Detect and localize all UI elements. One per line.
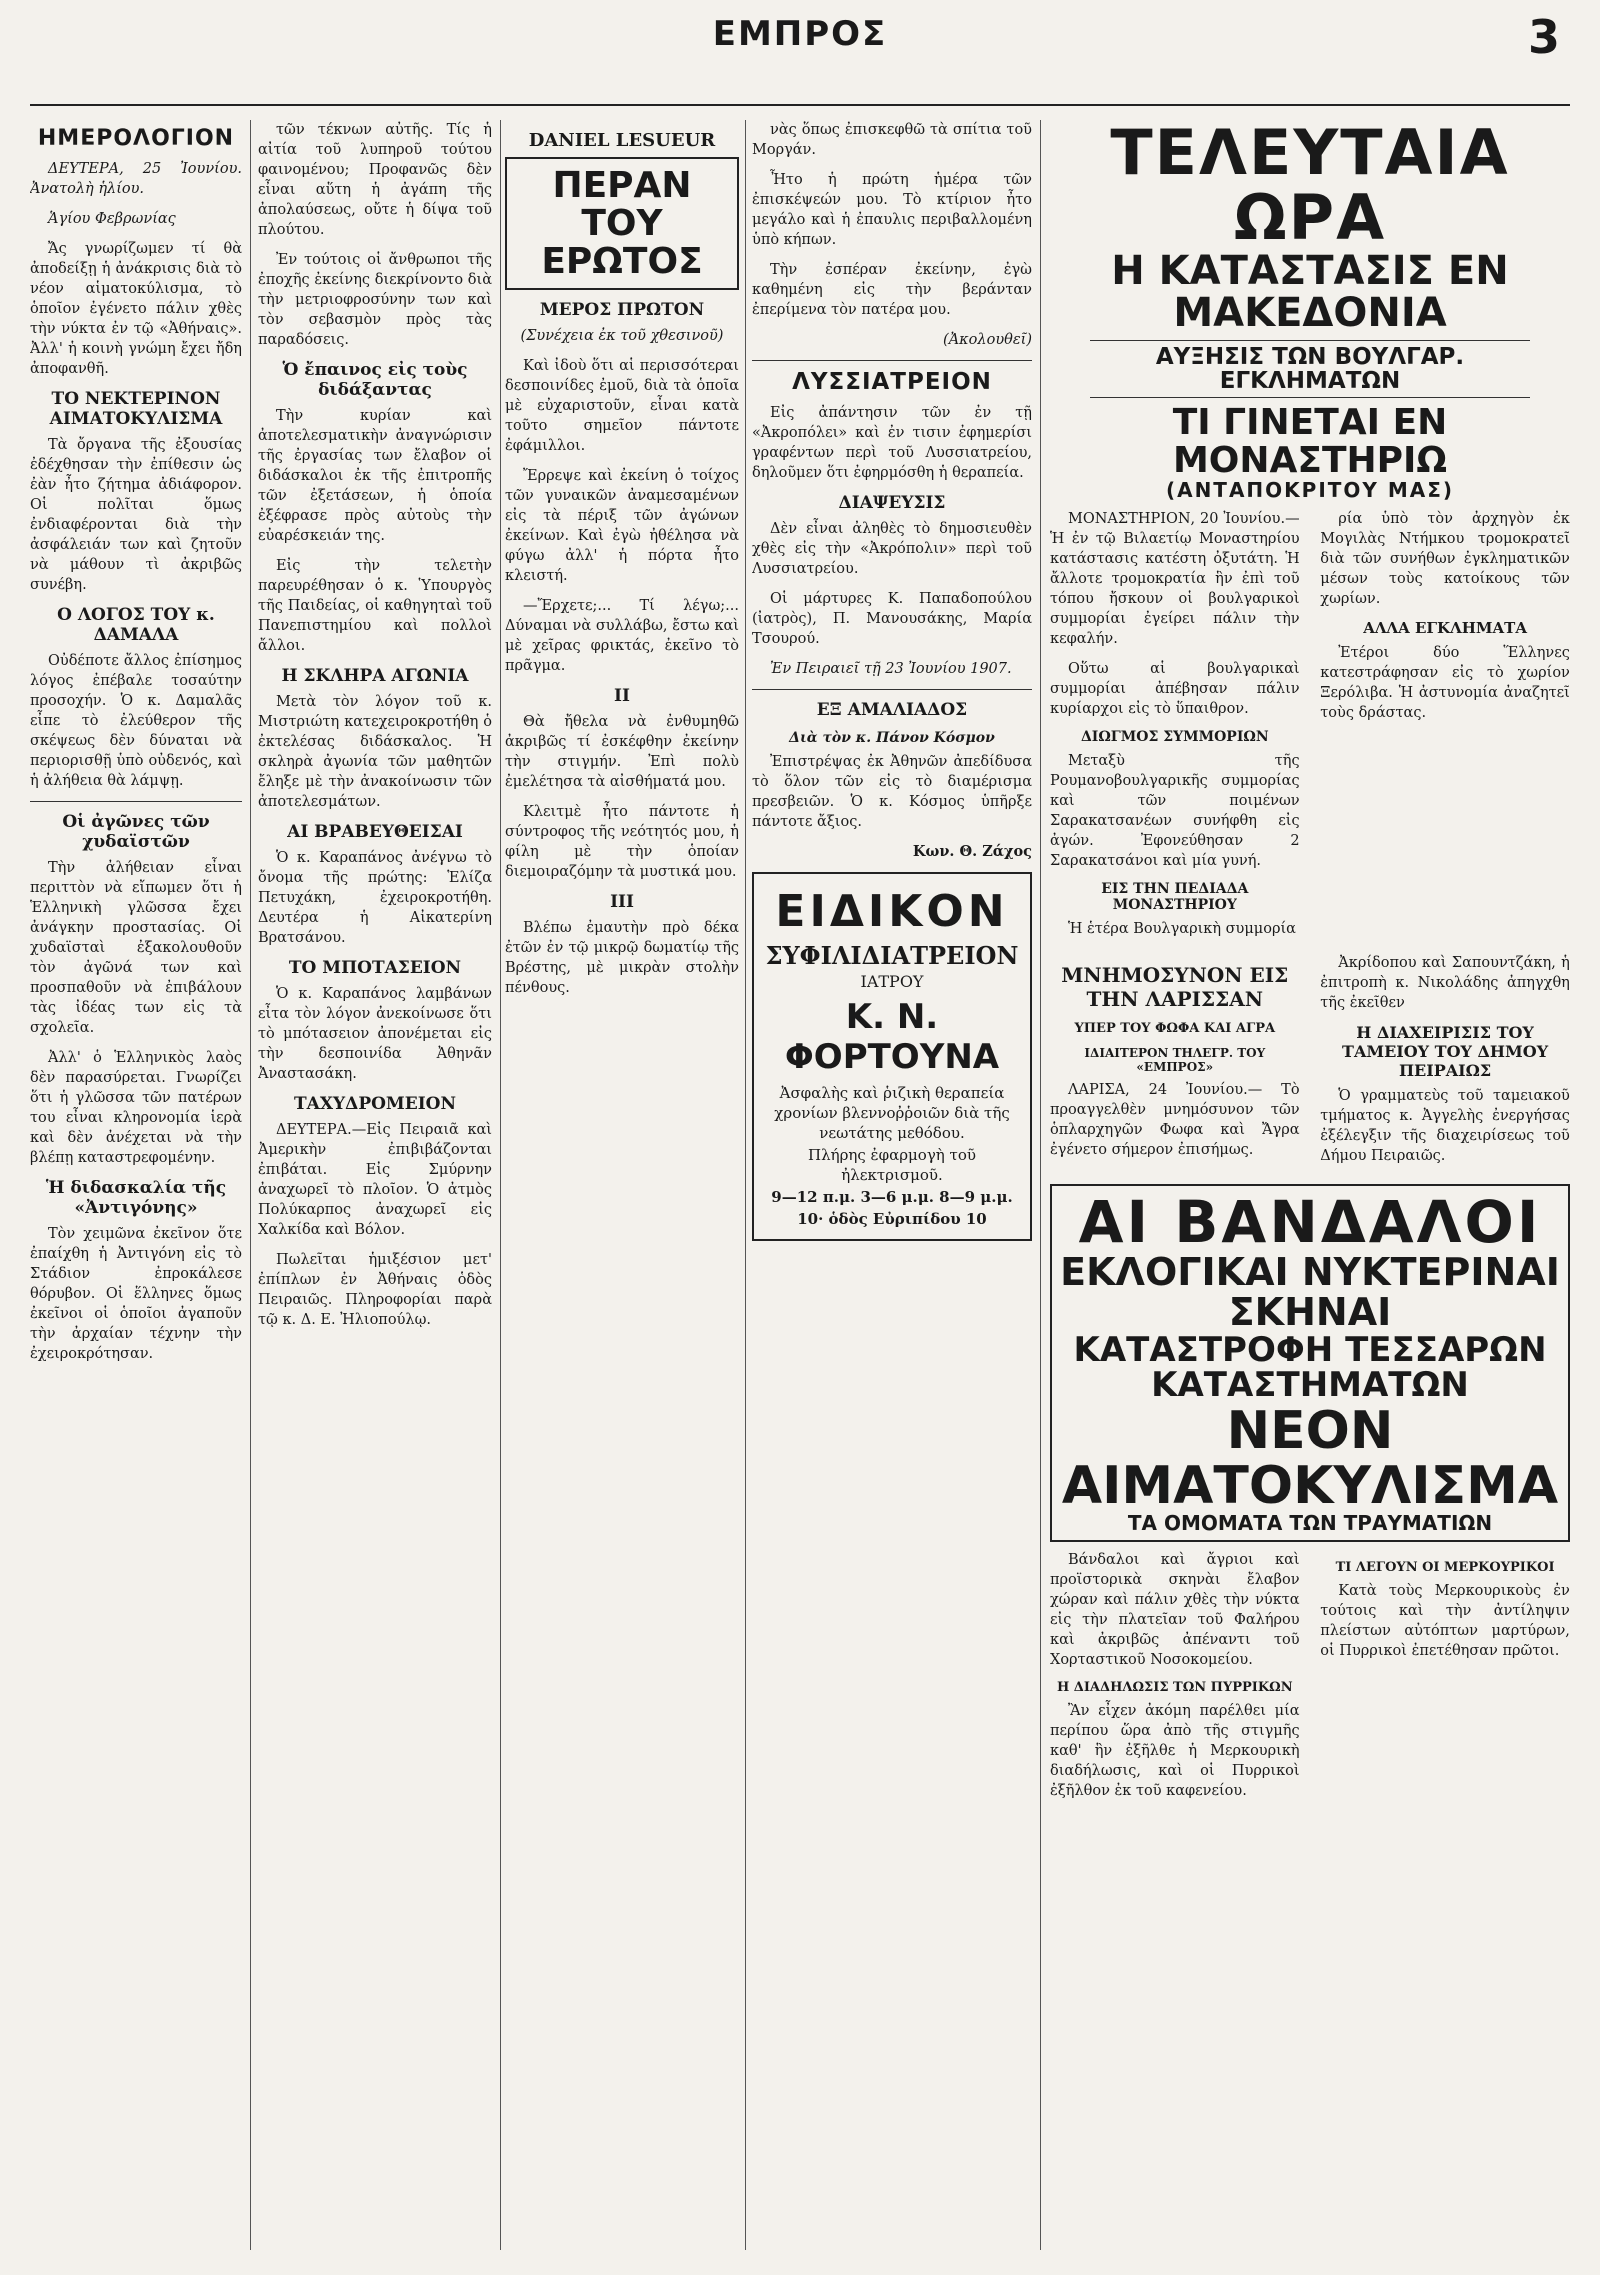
column-divider xyxy=(250,120,251,2250)
article-paragraph: ΜΟΝΑΣΤΗΡΙΟΝ, 20 Ἰουνίου.— Ἡ ἐν τῷ Βιλαετίῳ Μοναστηρίου κατάστασις κατέστη ὀξυτάτη. Ἡ ἄλλοτε τρομοκρατία ἣν ἐπὶ τοῦ τόπου ἤσκουν οἱ βουλγαρικοὶ συμμορίαι ἐγείρει πάλιν τὴν κεφαλήν. xyxy=(1050,511,1300,648)
advertisement xyxy=(752,872,1032,1241)
byline: Διὰ τὸν κ. Πάνον Κόσμον xyxy=(789,730,995,746)
serial-paragraph: Ἦτο ἡ πρώτη ἡμέρα τῶν ἐπισκέψεών μου. Τὸ κτίριον ἦτο μεγάλο καὶ ἡ ἐπαυλις περιβαλλομένη ὑπὸ κήπων. xyxy=(752,172,1032,248)
headline-monastir: ΤΙ ΓΙΝΕΤΑΙ ΕΝ ΜΟΝΑΣΤΗΡΙΩ xyxy=(1172,402,1448,482)
signers: Οἱ μάρτυρες Κ. Παπαδοπούλου (ἰατρὸς), Π. Μανουσάκης, Μαρία Τσουρού. xyxy=(752,591,1032,647)
column-3 xyxy=(505,120,739,2260)
serial-author: DANIEL LESUEUR xyxy=(528,130,716,151)
article-paragraph: Οὕτω αἱ βουλγαρικαὶ συμμορίαι ἀπέβησαν πάλιν κυρίαρχοι εἰς τὸ ὕπαιθρον. xyxy=(1050,661,1300,718)
serial-continued: (Ἀκολουθεῖ) xyxy=(943,332,1032,348)
article-paragraph: Ἄς γνωρίζωμεν τί θὰ ἀποδείξῃ ἡ ἀνάκρισις διὰ τὸ νέον αἱματοκύλισμα, τὸ ὁποῖον ἐγένετο πάλιν χθὲς τὴν νύκτα ἐν τῷ «Ἀθήναις». Ἀλλ' ἡ κοινὴ γνώμη ἔχει ἤδη ἀποφανθῆ. xyxy=(30,241,242,377)
vandals-column-left xyxy=(1050,1550,1300,1811)
article-paragraph: Ἀλλ' ὁ Ἑλληνικὸς λαὸς δὲν παρασύρεται. Γνωρίζει ὅτι ἡ γλῶσσα τῶν πατέρων του εἶναι κληρονομία ἱερὰ καὶ δὲν ἀνέχεται νὰ τὴν βλέπῃ καταστρεφομένην. xyxy=(30,1050,242,1166)
section-title: Οἱ ἀγῶνες τῶν χυδαϊστῶν xyxy=(62,812,210,852)
column-4 xyxy=(752,120,1032,2260)
headline-last-hour: ΤΕΛΕΥΤΑΙΑ ΩΡΑ xyxy=(1110,120,1510,255)
article-paragraph: Ἐν τούτοις οἱ ἄνθρωποι τῆς ἐποχῆς ἐκείνης διεκρίνοντο διὰ τὴν μετριοφροσύνην των καὶ τὸν σεβασμὸν πρὸς τὰς παραδόσεις. xyxy=(258,252,492,348)
ad-word: ΙΑΤΡΟΥ xyxy=(860,972,924,991)
dateline: Ἐν Πειραιεῖ τῇ 23 Ἰουνίου 1907. xyxy=(770,661,1012,677)
column-divider xyxy=(1040,120,1041,2250)
article-paragraph: Μετὰ τὸν λόγον τοῦ κ. Μιστριώτη κατεχειροκροτήθη ὁ ἐκτελέσας διδάσκαλος. Ἡ σκληρὰ ἀγωνία τῶν μαθητῶν ἔληξε μὲ τὴν ἀνακοίνωσιν τῶν ἀποτελεσμάτων. xyxy=(258,694,492,810)
news-column-left xyxy=(1050,509,1300,949)
section-title: ΔΙΩΓΜΟΣ ΣΥΜΜΟΡΙΩΝ xyxy=(1080,729,1269,746)
article-subhead: Ο ΛΟΓΟΣ ΤΟΥ κ. ΔΑΜΑΛΑ xyxy=(57,605,215,645)
article-paragraph: Εἰς ἀπάντησιν τῶν ἐν τῇ «Ἀκροπόλει» καὶ ἐν τισιν ἐφημερίσι γραφέντων περὶ τοῦ Λυσσιατρείου, δηλοῦμεν ὅτι ἐφηρμόσθη ἡ θεραπεία. xyxy=(752,405,1032,481)
column-divider xyxy=(500,120,501,2250)
section-title: ΛΥΣΣΙΑΤΡΕΙΟΝ xyxy=(792,369,992,395)
headline-bloodshed: ΝΕΟΝ ΑΙΜΑΤΟΚΥΛΙΣΜΑ xyxy=(1061,1401,1559,1516)
article-paragraph: Τὰ ὄργανα τῆς ἐξουσίας ἐδέχθησαν τὴν ἐπίθεσιν ὡς ἐὰν ἦτο ζήτημα ἀδιάφορον. Οἱ πολῖται ὅμως ἐνδιαφέρονται διὰ τὴν ἀσφάλειάν των καὶ ζητοῦν νὰ μάθουν τὶ ἀκριβῶς συνέβη. xyxy=(30,437,242,593)
ad-line: Πλήρης ἐφαρμογὴ τοῦ ἠλεκτρισμοῦ. xyxy=(808,1146,976,1184)
article-paragraph: Πωλεῖται ἡμιξέσιον μετ' ἐπίπλων ἐν Ἀθήναις ὁδὸς Πειραιῶς. Πληροφορίαι παρὰ τῷ κ. Δ. Ε. Ἠλιοπούλῳ. xyxy=(258,1252,492,1328)
ad-hours: 9—12 π.μ. 3—6 μ.μ. 8—9 μ.μ. xyxy=(771,1188,1013,1206)
headline-wounded: ΤΑ ΟΜΟΜΑΤΑ ΤΩΝ ΤΡΑΥΜΑΤΙΩΝ xyxy=(1127,1511,1493,1536)
section-title: Η ΣΚΛΗΡΑ ΑΓΩΝΙΑ xyxy=(281,666,469,686)
chapter-number: ΙΙ xyxy=(614,686,630,707)
article-paragraph: ΔΕΥΤΕΡΑ.—Εἰς Πειραιᾶ καὶ Ἀμερικὴν ἐπιβιβάζονται ἐπιβάται. Εἰς Σμύρνην ἀναχωρεῖ τὸ πλοῖον. Ὁ ἀτμὸς Πολύκαρπος ἀναχωρεῖ εἰς Χαλκίδα καὶ Βόλον. xyxy=(258,1122,492,1238)
serial-paragraph: —Ἔρχετε;... Τί λέγω;... Δύναμαι νὰ συλλάβω, ἔστω καὶ μὲ χεῖρας φρικτάς, ἐκεῖνο τὸ πρᾶγμα. xyxy=(505,598,739,675)
article-paragraph: Τὴν ἀλήθειαν εἶναι περιττὸν νὰ εἴπωμεν ὅτι ἡ Ἑλληνικὴ γλῶσσα ἔχει ἀνάγκην προστασίας. Οἱ χυδαϊσταὶ ἐξακολουθοῦν τὸν ἀγῶνά των καὶ προσπαθοῦν νὰ ἐπιβάλουν τὰς ἰδέας των εἰς τὰ σχολεῖα. xyxy=(30,860,242,1036)
serial-paragraph: Θὰ ἤθελα νὰ ἐνθυμηθῶ ἀκριβῶς τί ἐσκέφθην ἐκείνην τὴν στιγμήν. Ἐπὶ πολὺ ἐμελέτησα τὰ αἰσθήματά μου. xyxy=(505,714,739,791)
treasury-title: Η ΔΙΑΧΕΙΡΙΣΙΣ ΤΟΥ ΤΑΜΕΙΟΥ ΤΟΥ ΔΗΜΟΥ ΠΕΙΡΑΙΩΣ xyxy=(1342,1023,1549,1081)
column-2 xyxy=(258,120,492,2260)
memorial-title: ΜΝΗΜΟΣΥΝΟΝ ΕΙΣ ΤΗΝ ΛΑΡΙΣΣΑΝ xyxy=(1061,963,1289,1012)
date-line: ΔΕΥΤΕΡΑ, 25 Ἰουνίου. Ἀνατολὴ ἡλίου. xyxy=(30,161,242,197)
article-paragraph: Τὴν κυρίαν καὶ ἀποτελεσματικὴν ἀναγνώρισιν τῆς ἐργασίας των ἔλαβον οἱ διδάσκαλοι ἐκ τῆς ἐπιτροπῆς τῶν ἐξετάσεων, ἡ ὁποία ἐξέφρασε πρὸς αὐτοὺς τὴν εὐαρέσκειάν της. xyxy=(258,408,492,544)
article-paragraph: Ὁ κ. Καραπάνος λαμβάνων εἶτα τὸν λόγον ἀνεκοίνωσε ὅτι τὸ μπότασειον ἀπονέμεται εἰς τὴν δεσποινίδα Ἀθηνᾶν Ἀναστασάκη. xyxy=(258,986,492,1082)
serial-paragraph: Βλέπω ἐμαυτὴν πρὸ δέκα ἐτῶν ἐν τῷ μικρῷ δωματίῳ τῆς Βρέστης, μὲ μικρὰν στολὴν πένθους. xyxy=(505,920,739,997)
article-headline: ΤΟ ΝΕΚΤΕΡΙΝΟΝ ΑΙΜΑΤΟΚΥΛΙΣΜΑ xyxy=(49,389,223,429)
headline-correspondent: (ΑΝΤΑΠΟΚΡΙΤΟΥ ΜΑΣ) xyxy=(1165,478,1455,503)
article-paragraph: Ἀκρίδοπου καὶ Σαπουντζάκη, ἡ ἐπιτροπὴ κ. Νικολάδης ἀπηγχθη τῆς ἐκεῖθεν xyxy=(1320,955,1570,1012)
page-number: 3 xyxy=(1527,10,1560,64)
section-title: Ὁ ἔπαινος εἰς τοὺς διδάξαντας xyxy=(282,360,468,400)
calendar-title: ΗΜΕΡΟΛΟΓΙΟΝ xyxy=(37,126,235,151)
chapter-number: ΙΙΙ xyxy=(610,892,634,913)
news-column-right xyxy=(1320,509,1570,733)
memorial-subtitle: ΥΠΕΡ ΤΟΥ ΦΩΦΑ ΚΑΙ ΑΓΡΑ xyxy=(1074,1021,1276,1037)
section-title: ΔΙΑΨΕΥΣΙΣ xyxy=(838,493,946,513)
article-paragraph: Ἐπιστρέψας ἐκ Ἀθηνῶν ἀπεδίδυσα τὸ ὅλον τῶν εἰς τὸ διαμέρισμα πρεσβειῶν. Ὁ κ. Κόσμος ὑπῆρξε πάντοτε ἄξιος. xyxy=(752,754,1032,830)
section-title: ΤΟ ΜΠΟΤΑΣΕΙΟΝ xyxy=(288,958,462,978)
column-divider xyxy=(745,120,746,2250)
section-title: Η ΔΙΑΔΗΛΩΣΙΣ ΤΩΝ ΠΥΡΡΙΚΩΝ xyxy=(1056,1680,1293,1696)
article-paragraph: Ὁ κ. Καραπάνος ἀνέγνω τὸ ὄνομα τῆς πρώτης: Ἑλίζα Πετυχάκη, ἐχειροκροτήθη. Δευτέρα ἡ Αἰκατερίνη Βρατσάνου. xyxy=(258,850,492,946)
memorial-box xyxy=(1050,953,1300,1170)
article-paragraph: Ἂν εἶχεν ἀκόμη παρέλθει μία περίπου ὥρα ἀπὸ τῆς στιγμῆς καθ' ἣν ἐξῆλθε ἡ Μερκουρικὴ διαδήλωσις, καὶ οἱ Πυρρικοὶ ἐξῆλθον ἐκ τοῦ καφενείου. xyxy=(1050,1703,1300,1800)
article-paragraph: Ἡ ἑτέρα Βουλγαρικὴ συμμορία xyxy=(1068,921,1296,938)
ad-title: ΕΙΔΙΚΟΝ xyxy=(775,886,1009,937)
article-paragraph: Ἐτέροι δύο Ἕλληνες κατεστράφησαν εἰς τὸ χωρίον Ξερόλιβα. Ἡ ἀστυνομία ἀναζητεῖ τοὺς δράστας. xyxy=(1320,645,1570,722)
paper-name: ΕΜΠΡΟΣ xyxy=(712,14,888,54)
headline-crimes: ΑΥΞΗΣΙΣ ΤΩΝ ΒΟΥΛΓΑΡ. ΕΓΚΛΗΜΑΤΩΝ xyxy=(1090,340,1530,398)
article-paragraph: Κατὰ τοὺς Μερκουρικοὺς ἐν τούτοις καὶ τὴν ἀντίληψιν πλείστων αὐτόπτων μαρτύρων, οἱ Πυρρικοὶ ἐπετέθησαν πρῶτοι. xyxy=(1320,1583,1570,1660)
serial-paragraph: Κλειτμὲ ἦτο πάντοτε ἡ σύντροφος τῆς νεότητός μου, ἡ φίλη μὲ τὴν ὁποίαν διεμοιραζόμην τὰ μυστικά μου. xyxy=(505,804,739,881)
headline-election-scenes: ΕΚΛΟΓΙΚΑΙ ΝΥΚΤΕΡΙΝΑΙ ΣΚΗΝΑΙ xyxy=(1060,1249,1560,1334)
article-paragraph: ρία ὑπὸ τὸν ἀρχηγὸν ἐκ Μογιλὰς Ντήμκου τρομοκρατεῖ διὰ τῶν συνήθων ἐγκληματικῶν μέσων τοὺς κατοίκους τῶν χωρίων. xyxy=(1320,511,1570,608)
latest-news-section xyxy=(1050,120,1570,2260)
article-paragraph: Βάνδαλοι καὶ ἄγριοι καὶ προϊστορικὰ σκηνὰι ἔλαβον χώραν καὶ πάλιν χθὲς τὴν νύκτα εἰς τὴν πλατεῖαν τοῦ Φαλήρου καὶ ἀκριβῶς ἀπέναντι τοῦ Χορταστικοῦ Νοσοκομείου. xyxy=(1050,1552,1300,1669)
article-paragraph: Τὸν χειμῶνα ἐκεῖνον ὅτε ἐπαίχθη ἡ Ἀντιγόνη εἰς τὸ Στάδιον ἐπροκάλεσε θόρυβον. Οἱ ἕλληνες ὅμως ἐκεῖνοι οἱ ὁποῖοι ἀγαποῦν τὴν ἀρχαίαν τέχνην τὴν ἐχειροκρότησαν. xyxy=(30,1226,242,1362)
serial-note: (Συνέχεια ἐκ τοῦ χθεσινοῦ) xyxy=(520,328,724,345)
ad-address: 10· ὁδὸς Εὐριπίδου 10 xyxy=(797,1210,987,1228)
headline-shops: ΚΑΤΑΣΤΡΟΦΗ ΤΕΣΣΑΡΩΝ ΚΑΤΑΣΤΗΜΑΤΩΝ xyxy=(1073,1329,1547,1406)
headline-vandals: ΑΙ ΒΑΝΔΑΛΟΙ xyxy=(1078,1188,1542,1257)
article-paragraph: Οὐδέποτε ἄλλος ἐπίσημος λόγος ἐπέβαλε τοσαύτην προσοχήν. Ὁ κ. Δαμαλᾶς εἶπε τὸ ἐλεύθερον τῆς σκέψεως δὲν δύναται νὰ περιορισθῇ ὑπὸ οὐδενός, καὶ ἡ ἀλήθεια θὰ λάμψῃ. xyxy=(30,653,242,789)
masthead-rule xyxy=(30,104,1570,106)
headline-macedonia: Η ΚΑΤΑΣΤΑΣΙΣ ΕΝ ΜΑΚΕΔΟΝΙΑ xyxy=(1111,248,1509,337)
memorial-subtitle-2: ΙΔΙΑΙΤΕΡΟΝ ΤΗΛΕΓΡ. ΤΟΥ «ΕΜΠΡΟΣ» xyxy=(1084,1046,1266,1075)
article-paragraph: Ὁ γραμματεὺς τοῦ ταμειακοῦ τμήματος κ. Ἀγγελὴς ἐνεργήσας ἐξέλεγξιν τῆς διαχειρίσεως τοῦ Δήμου Πειραιῶς. xyxy=(1320,1088,1570,1165)
masthead xyxy=(0,0,1600,110)
serial-paragraph: Καὶ ἰδοὺ ὅτι αἱ περισσότεραι δεσποινίδες ἐμοῦ, διὰ τὰ ὁποῖα μὲ εὐχαριστοῦν, εἶναι κατὰ τοῦτο σημεῖον πάντοτε ἐφάμιλλοι. xyxy=(505,358,739,455)
article-paragraph: ΛΑΡΙΣΑ, 24 Ἰουνίου.— Τὸ προαγγελθὲν μνημόσυνον τῶν ὁπλαρχηγῶν Φωφα καὶ Ἄγρα ἐγένετο σήμερον ἐπισήμως. xyxy=(1050,1082,1300,1159)
article-paragraph: Εἰς τὴν τελετὴν παρευρέθησαν ὁ κ. Ὑπουργὸς τῆς Παιδείας, οἱ καθηγηταὶ τοῦ Πανεπιστημίου καὶ πολλοὶ ἄλλοι. xyxy=(258,558,492,654)
serial-paragraph: Ἔρρεψε καὶ ἐκείνη ὁ τοίχος τῶν γυναικῶν ἀναμεσαμένων εἰς τὰ πέριξ τῶν ἀγώνων ἐκείνων. Καὶ ἐγὼ ἠθέλησα νὰ φύγω ἀλλ' ἡ πόρτα ἦτο κλειστή. xyxy=(505,468,739,585)
divider xyxy=(30,801,242,802)
divider xyxy=(752,689,1032,690)
column-1 xyxy=(30,120,242,2260)
section-title: ΕΙΣ ΤΗΝ ΠΕΔΙΑΔΑ ΜΟΝΑΣΤΗΡΙΟΥ xyxy=(1101,881,1249,914)
section-title: ΑΙ ΒΡΑΒΕΥΘΕΙΣΑΙ xyxy=(287,822,463,842)
ad-line: Ἀσφαλὴς καὶ ῥιζικὴ θεραπεία χρονίων βλεννοῤῥοιῶν διὰ τῆς νεωτάτης μεθόδου. xyxy=(774,1084,1010,1142)
vandals-headline-box xyxy=(1050,1184,1570,1542)
signature: Κων. Θ. Ζάχος xyxy=(912,843,1032,860)
ad-doctor-name: Κ. Ν. ΦΟΡΤΟΥΝΑ xyxy=(784,997,1000,1077)
article-paragraph: Δὲν εἶναι ἀληθὲς τὸ δημοσιευθὲν χθὲς εἰς τὴν «Ἀκρόπολιν» περὶ τοῦ Λυσσιατρείου. xyxy=(752,521,1032,577)
section-title: ΤΙ ΛΕΓΟΥΝ ΟΙ ΜΕΡΚΟΥΡΙΚΟΙ xyxy=(1335,1560,1555,1576)
divider xyxy=(752,360,1032,361)
section-title: ΕΞ ΑΜΑΛΙΑΔΟΣ xyxy=(816,700,968,720)
article-paragraph: τῶν τέκνων αὐτῆς. Τίς ἡ αἰτία τοῦ λυπηροῦ τούτου φαινομένου; Προφανῶς δὲν εἶναι αὕτη ἡ ἀγάπη τῆς ἀπολαύσεως, οὔτε ἡ δίψα τοῦ πλούτου. xyxy=(258,122,492,238)
serial-paragraph: νὰς ὅπως ἐπισκεφθῶ τὰ σπίτια τοῦ Μοργάν. xyxy=(752,122,1032,158)
ad-subtitle: ΣΥΦΙΛΙΔΙΑΤΡΕΙΟΝ xyxy=(765,941,1019,970)
serial-part: ΜΕΡΟΣ ΠΡΩΤΟΝ xyxy=(539,300,705,321)
section-title: Ἡ διδασκαλία τῆς «Ἀντιγόνης» xyxy=(45,1178,227,1218)
serial-title: ΠΕΡΑΝ ΤΟΥ ΕΡΩΤΟΣ xyxy=(505,157,739,290)
section-title: ΤΑΧΥΔΡΟΜΕΙΟΝ xyxy=(293,1094,457,1114)
article-paragraph: Μεταξὺ τῆς Ρουμανοβουλγαρικῆς συμμορίας καὶ τῶν ποιμένων Σαρακατσανέων συνήφθη εἰς ἀγών. Ἐφονεύθησαν 2 Σαρακατσάνοι καὶ μία γυνή. xyxy=(1050,753,1300,870)
section-title: ΑΛΛΑ ΕΓΚΛΗΜΑΤΑ xyxy=(1363,619,1527,638)
vandals-column-right xyxy=(1320,1550,1570,1671)
date-line-2: Ἁγίου Φεβρωνίας xyxy=(48,211,176,227)
serial-paragraph: Τὴν ἐσπέραν ἐκείνην, ἐγὼ καθημένη εἰς τὴν βεράνταν ἐπερίμενα τὸν πατέρα μου. xyxy=(752,262,1032,318)
treasury-box xyxy=(1320,953,1570,1176)
